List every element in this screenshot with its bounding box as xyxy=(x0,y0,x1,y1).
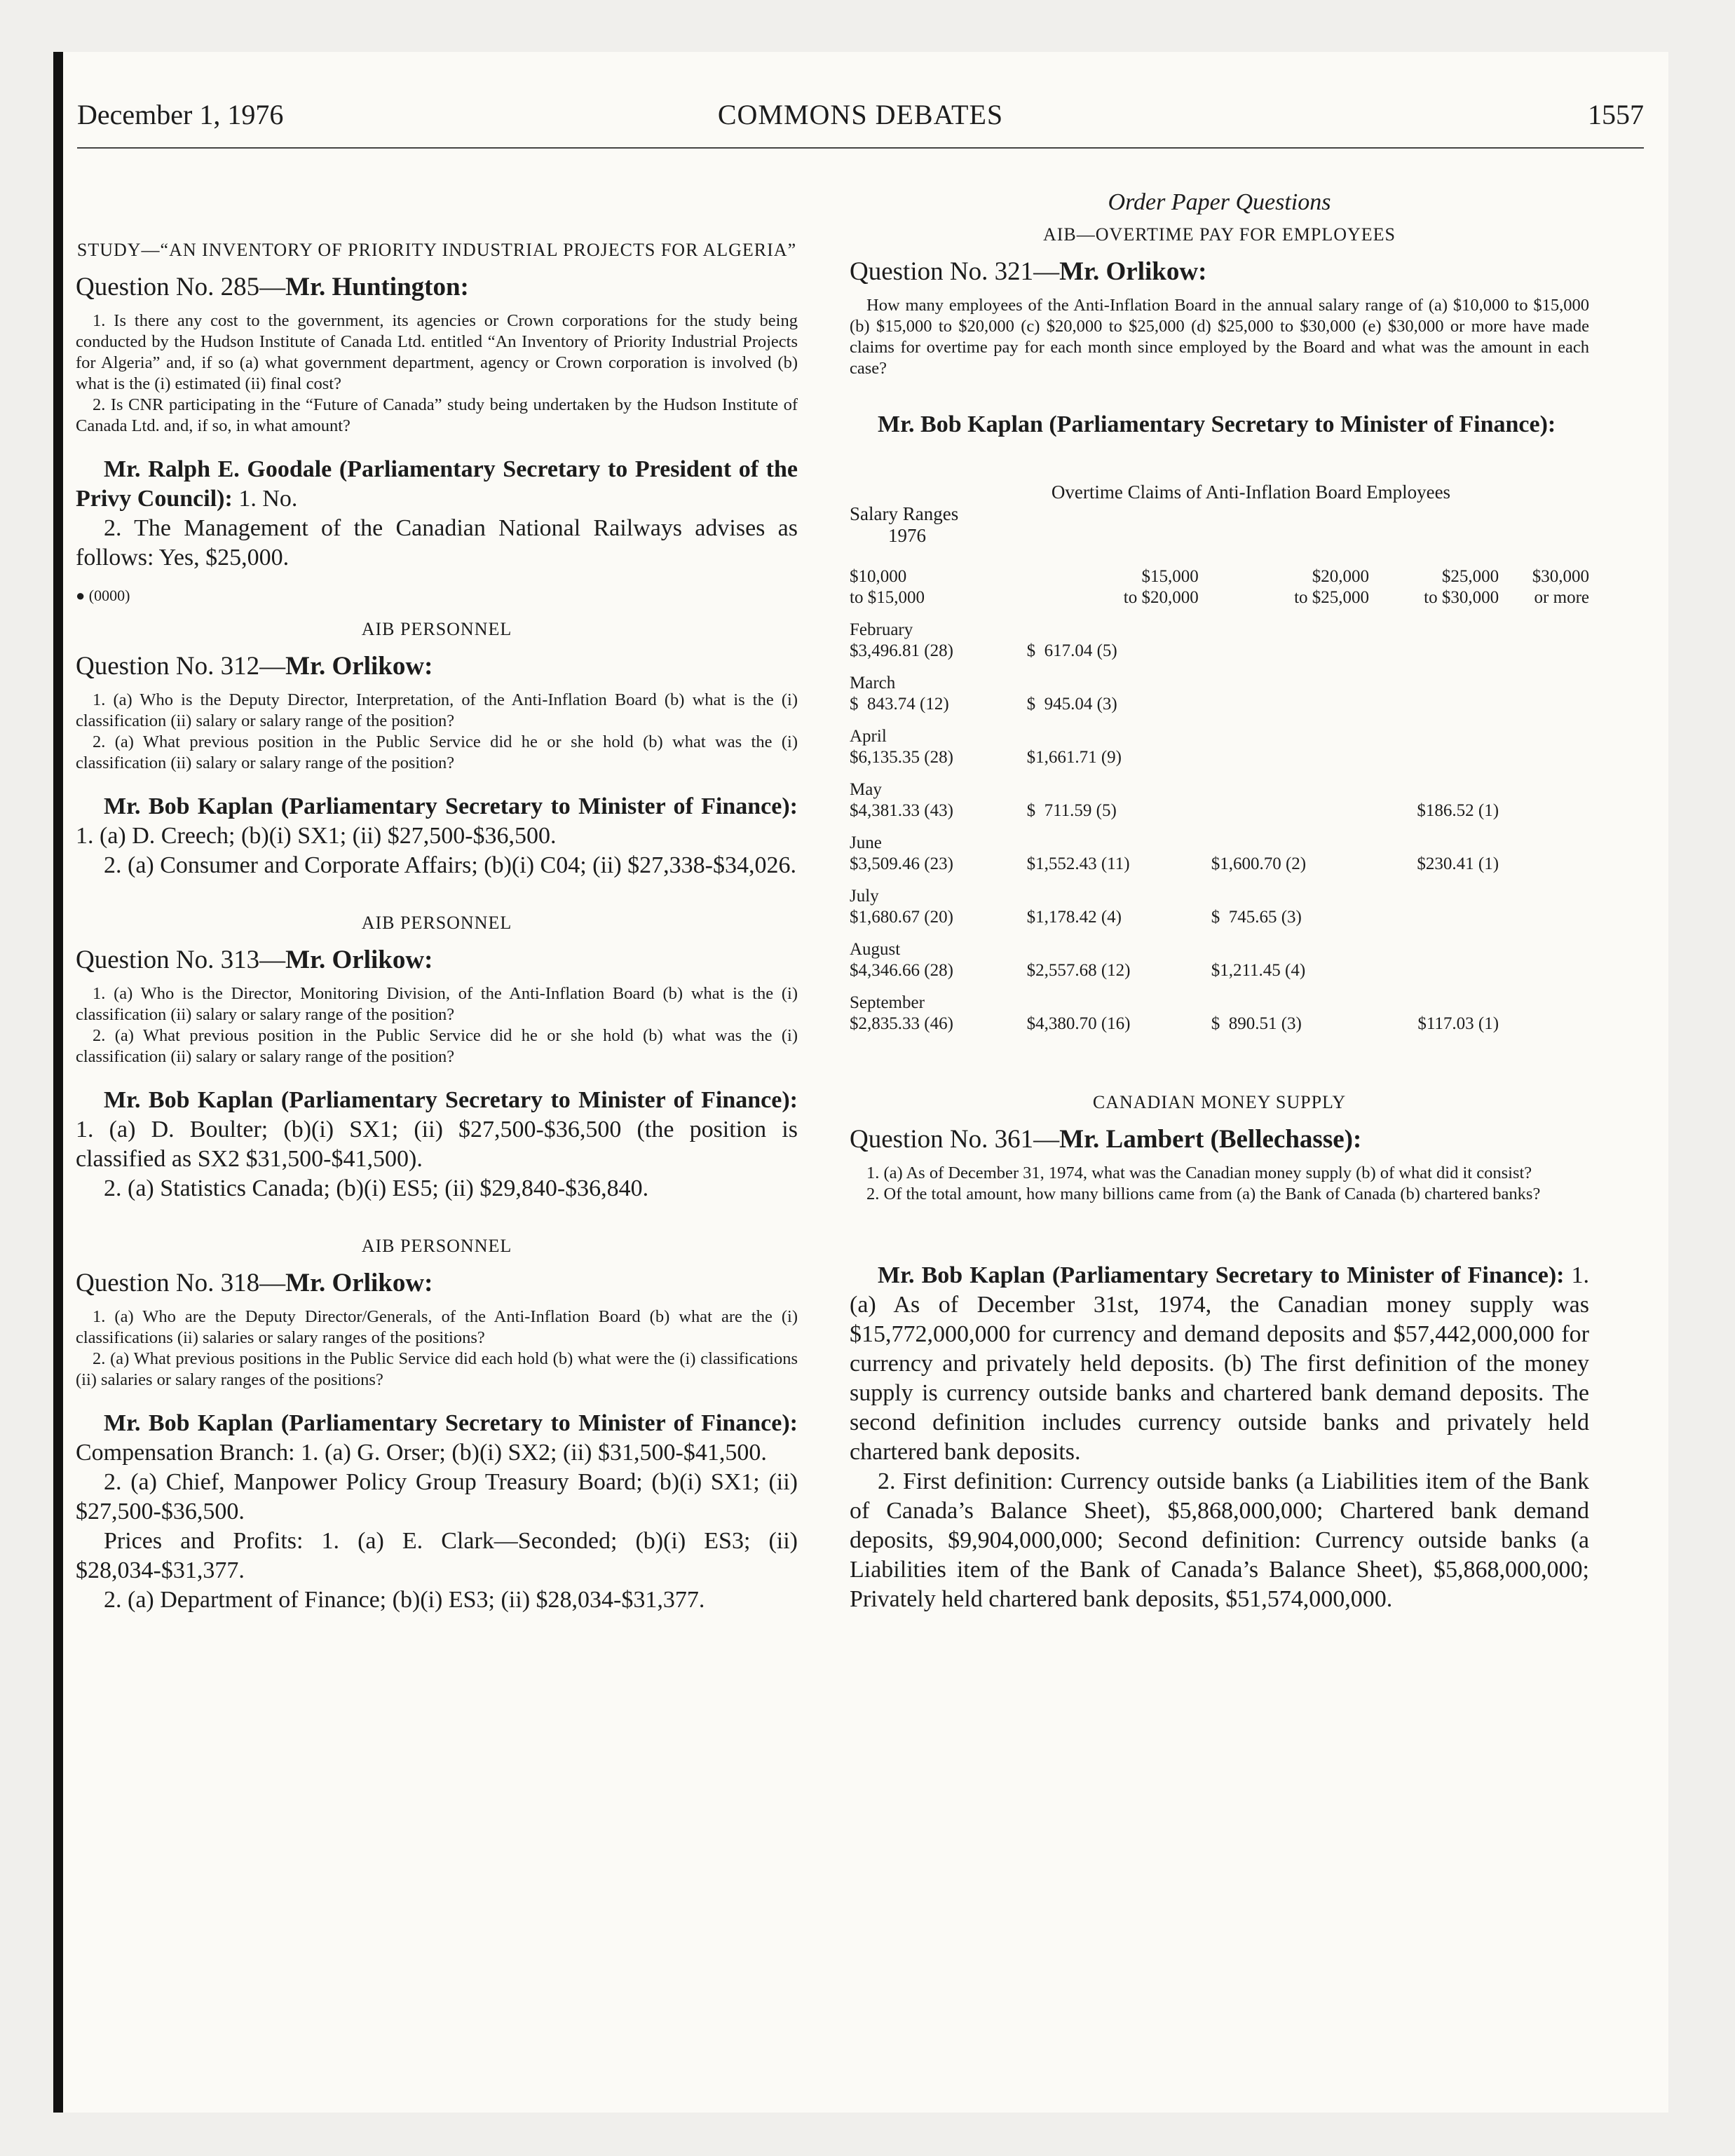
section-aib-personnel-312: AIB PERSONNEL xyxy=(361,619,512,639)
month-label: May xyxy=(850,780,882,799)
month-label-row xyxy=(850,875,1589,907)
claim-cell xyxy=(1499,907,1589,928)
claim-cell: $3,509.46 (23) xyxy=(850,854,953,873)
month-label: July xyxy=(850,887,879,906)
question-318-part-2: 2. (a) What previous positions in the Public Service did each hold (b) what were the (i) classifications (ii) salaries or salary ranges of the positions? xyxy=(76,1349,798,1389)
question-313-heading: Question No. 313—Mr. Orlikow: xyxy=(76,946,433,974)
answer-285: Mr. Ralph E. Goodale (Parliamentary Secretary to President of the Privy Council): 1. No. xyxy=(76,456,798,512)
claim-cell: $1,600.70 (2) xyxy=(1211,854,1307,873)
question-312-part-2: 2. (a) What previous position in the Public Service did he or she hold (b) what was the (i) classification (ii) salary or salary range of the position? xyxy=(76,732,798,772)
answer-321-heading: Mr. Bob Kaplan (Parliamentary Secretary to Minister of Finance): xyxy=(878,411,1556,437)
salary-range-header: to $20,000 xyxy=(1123,588,1199,607)
table-row xyxy=(850,907,1589,928)
claim-cell xyxy=(1499,1014,1589,1035)
answer-318-part-2: 2. (a) Chief, Manpower Policy Group Treasury Board; (b)(i) SX1; (ii) $27,500-$36,500. xyxy=(76,1469,798,1524)
salary-ranges-label: Salary Ranges 1976 xyxy=(850,503,959,546)
question-285-part-2: 2. Is CNR participating in the “Future of Canada” study being undertaken by the Hudson Institute of Canada Ltd. and, if so, in what amount? xyxy=(76,395,798,435)
answer-318: Mr. Bob Kaplan (Parliamentary Secretary to Minister of Finance): Compensation Branch: 1. (a) G. Orser; (b)(i) SX2; (ii) $31,500-$41,500. xyxy=(76,1410,798,1466)
right-column xyxy=(850,189,1589,1614)
month-label-row xyxy=(850,981,1589,1014)
question-321-heading: Question No. 321—Mr. Orlikow: xyxy=(850,257,1207,286)
question-312-part-1: 1. (a) Who is the Deputy Director, Interpretation, of the Anti-Inflation Board (b) what is the (i) classification (ii) salary or salary range of the position? xyxy=(76,690,798,730)
claim-cell: $2,557.68 (12) xyxy=(1026,961,1131,980)
salary-range-header: $10,000 xyxy=(850,567,907,586)
claim-cell: $3,496.81 (28) xyxy=(850,641,953,660)
claim-cell: $6,135.35 (28) xyxy=(850,748,953,767)
claim-cell: $4,346.66 (28) xyxy=(850,961,953,980)
time-marker: ● (0000) xyxy=(76,587,130,604)
table-header-row xyxy=(850,566,1589,587)
claim-cell xyxy=(1369,747,1499,768)
claim-cell: $2,835.33 (46) xyxy=(850,1014,953,1033)
claim-cell: $ 945.04 (3) xyxy=(1026,695,1117,714)
section-canadian-money-supply: CANADIAN MONEY SUPPLY xyxy=(1092,1092,1347,1112)
answer-361: Mr. Bob Kaplan (Parliamentary Secretary to Minister of Finance): 1. (a) As of December 31st, 1974, the Canadian money supply was $15,772,000,000 for currency and demand deposits and $57,442,000,000 for currency and privately held deposits. (b) The first definition of the money supply is currency outside banks and chartered bank demand deposits. The second definition includes currency outside banks and privately held chartered bank deposits. xyxy=(850,1262,1589,1465)
answer-312-part-2: 2. (a) Consumer and Corporate Affairs; (b)(i) C04; (ii) $27,338-$34,026. xyxy=(104,852,797,878)
claim-cell xyxy=(1369,694,1499,715)
table-row xyxy=(850,694,1589,715)
answer-312: Mr. Bob Kaplan (Parliamentary Secretary to Minister of Finance): 1. (a) D. Creech; (b)(i) SX1; (ii) $27,500-$36,500. xyxy=(76,793,798,849)
claim-cell xyxy=(1199,694,1369,715)
salary-range-header: to $25,000 xyxy=(1294,588,1370,607)
salary-range-header: $30,000 xyxy=(1532,567,1589,586)
question-285-heading: Question No. 285—Mr. Huntington: xyxy=(76,273,469,301)
answer-361-part-2: 2. First definition: Currency outside banks (a Liabilities item of the Bank of Canada’s Balance Sheet), $5,868,000,000; Chartered bank demand deposits, $9,904,000,000; Second definition: Currency outside banks (a Liabilities item of the Bank of Canada’s Balance Sheet), $5,868,000,000; Privately held chartered bank deposits, $51,574,000,000. xyxy=(850,1468,1589,1612)
table-header-row xyxy=(850,587,1589,608)
claim-cell: $1,661.71 (9) xyxy=(1026,748,1122,767)
claim-cell: $1,680.67 (20) xyxy=(850,908,953,927)
salary-range-header: $25,000 xyxy=(1441,567,1499,586)
question-318-part-1: 1. (a) Who are the Deputy Director/Generals, of the Anti-Inflation Board (b) what are the (i) classifications (ii) salaries or salary ranges of the positions? xyxy=(76,1307,798,1347)
table-row xyxy=(850,854,1589,875)
header-date: December 1, 1976 xyxy=(77,99,284,130)
month-label-row xyxy=(850,768,1589,800)
question-313-part-1: 1. (a) Who is the Director, Monitoring Division, of the Anti-Inflation Board (b) what is the (i) classification (ii) salary or salary range of the position? xyxy=(76,984,798,1024)
claim-cell: $1,552.43 (11) xyxy=(1026,854,1130,873)
salary-range-header: $15,000 xyxy=(1141,567,1199,586)
claim-cell: $1,178.42 (4) xyxy=(1026,908,1122,927)
header-title: COMMONS DEBATES xyxy=(717,99,1004,130)
claim-cell: $ 711.59 (5) xyxy=(1026,801,1117,820)
salary-range-header: or more xyxy=(1534,588,1589,607)
answer-313-part-2: 2. (a) Statistics Canada; (b)(i) ES5; (ii) $29,840-$36,840. xyxy=(104,1175,649,1201)
question-312-heading: Question No. 312—Mr. Orlikow: xyxy=(76,652,433,681)
question-285-part-1: 1. Is there any cost to the government, its agencies or Crown corporations for the study being conducted by the Hudson Institute of Canada Ltd. entitled “An Inventory of Priority Industrial Projects for Algeria” and, if so (a) what government department, agency or Crown corporation is involved (b) what is the (i) estimated (ii) final cost? xyxy=(76,311,798,393)
question-361-part-2: 2. Of the total amount, how many billions came from (a) the Bank of Canada (b) chartered banks? xyxy=(866,1185,1541,1203)
claim-cell xyxy=(1499,747,1589,768)
question-313-part-2: 2. (a) What previous position in the Public Service did he or she hold (b) what was the (i) classification (ii) salary or salary range of the position? xyxy=(76,1026,798,1066)
claim-cell: $ 617.04 (5) xyxy=(1026,641,1117,660)
claim-cell xyxy=(1499,641,1589,662)
claim-cell: $186.52 (1) xyxy=(1417,801,1499,820)
answer-318-part-3: Prices and Profits: 1. (a) E. Clark—Seconded; (b)(i) ES3; (ii) $28,034-$31,377. xyxy=(76,1528,798,1583)
table-row xyxy=(850,747,1589,768)
left-column xyxy=(76,189,798,1615)
claim-cell xyxy=(1499,800,1589,821)
claim-cell xyxy=(1499,854,1589,875)
month-label: March xyxy=(850,674,896,692)
scan-edge xyxy=(53,52,63,2113)
month-label-row xyxy=(850,662,1589,694)
claim-cell: $4,381.33 (43) xyxy=(850,801,953,820)
claim-cell: $4,380.70 (16) xyxy=(1026,1014,1131,1033)
claim-cell xyxy=(1199,641,1369,662)
table-row xyxy=(850,641,1589,662)
table-row xyxy=(850,960,1589,981)
study-title: STUDY—“AN INVENTORY OF PRIORITY INDUSTRIAL PROJECTS FOR ALGERIA” xyxy=(76,240,797,260)
month-label: August xyxy=(850,940,901,959)
answer-285-part-2: 2. The Management of the Canadian National Railways advises as follows: Yes, $25,000. xyxy=(76,515,798,571)
table-row xyxy=(850,1014,1589,1035)
month-label: February xyxy=(850,620,913,639)
claim-cell xyxy=(1199,747,1369,768)
month-label: April xyxy=(850,727,887,746)
table-row xyxy=(850,800,1589,821)
section-aib-overtime: AIB—OVERTIME PAY FOR EMPLOYEES xyxy=(1042,224,1396,245)
claim-cell xyxy=(1499,694,1589,715)
running-header xyxy=(77,98,1644,149)
month-label-row xyxy=(850,608,1589,641)
month-label-row xyxy=(850,821,1589,854)
claim-cell: $ 890.51 (3) xyxy=(1211,1014,1302,1033)
order-paper-heading: Order Paper Questions xyxy=(1108,189,1331,215)
section-aib-personnel-313: AIB PERSONNEL xyxy=(361,913,512,933)
question-318-heading: Question No. 318—Mr. Orlikow: xyxy=(76,1269,433,1297)
month-label: June xyxy=(850,833,882,852)
claim-cell xyxy=(1199,800,1369,821)
question-361-heading: Question No. 361—Mr. Lambert (Bellechasse): xyxy=(850,1125,1362,1154)
claim-cell xyxy=(1369,960,1499,981)
claim-cell xyxy=(1499,960,1589,981)
answer-318-part-4: 2. (a) Department of Finance; (b)(i) ES3; (ii) $28,034-$31,377. xyxy=(104,1587,705,1613)
month-label-row xyxy=(850,715,1589,747)
claim-cell: $ 843.74 (12) xyxy=(850,695,949,714)
question-361-part-1: 1. (a) As of December 31, 1974, what was the Canadian money supply (b) of what did it consist? xyxy=(866,1164,1532,1182)
overtime-claims-table xyxy=(850,566,1589,1035)
claim-cell xyxy=(1369,641,1499,662)
claim-cell: $117.03 (1) xyxy=(1417,1014,1499,1033)
section-aib-personnel-318: AIB PERSONNEL xyxy=(361,1236,512,1256)
salary-range-header: $20,000 xyxy=(1312,567,1370,586)
claim-cell: $1,211.45 (4) xyxy=(1211,961,1306,980)
salary-range-header: to $30,000 xyxy=(1424,588,1499,607)
header-page-number: 1557 xyxy=(1588,99,1644,130)
month-label-row xyxy=(850,928,1589,960)
claim-cell: $ 745.65 (3) xyxy=(1211,908,1302,927)
claim-cell: $230.41 (1) xyxy=(1417,854,1499,873)
answer-313: Mr. Bob Kaplan (Parliamentary Secretary to Minister of Finance): 1. (a) D. Boulter; (b)(i) SX1; (ii) $27,500-$36,500 (the position is classified as SX2 $31,500-$41,500). xyxy=(76,1087,798,1172)
salary-range-header: to $15,000 xyxy=(850,588,925,607)
table-caption: Overtime Claims of Anti-Inflation Board Employees xyxy=(1051,482,1451,503)
claim-cell xyxy=(1369,907,1499,928)
question-321-text: How many employees of the Anti-Inflation Board in the annual salary range of (a) $10,000 to $15,000 (b) $15,000 to $20,000 (c) $20,000 to $25,000 (d) $25,000 to $30,000 (e) $30,000 or more have made claims for overtime pay for each month since employed by the Board and what was the amount in each case? xyxy=(850,296,1589,378)
month-label: September xyxy=(850,993,925,1012)
